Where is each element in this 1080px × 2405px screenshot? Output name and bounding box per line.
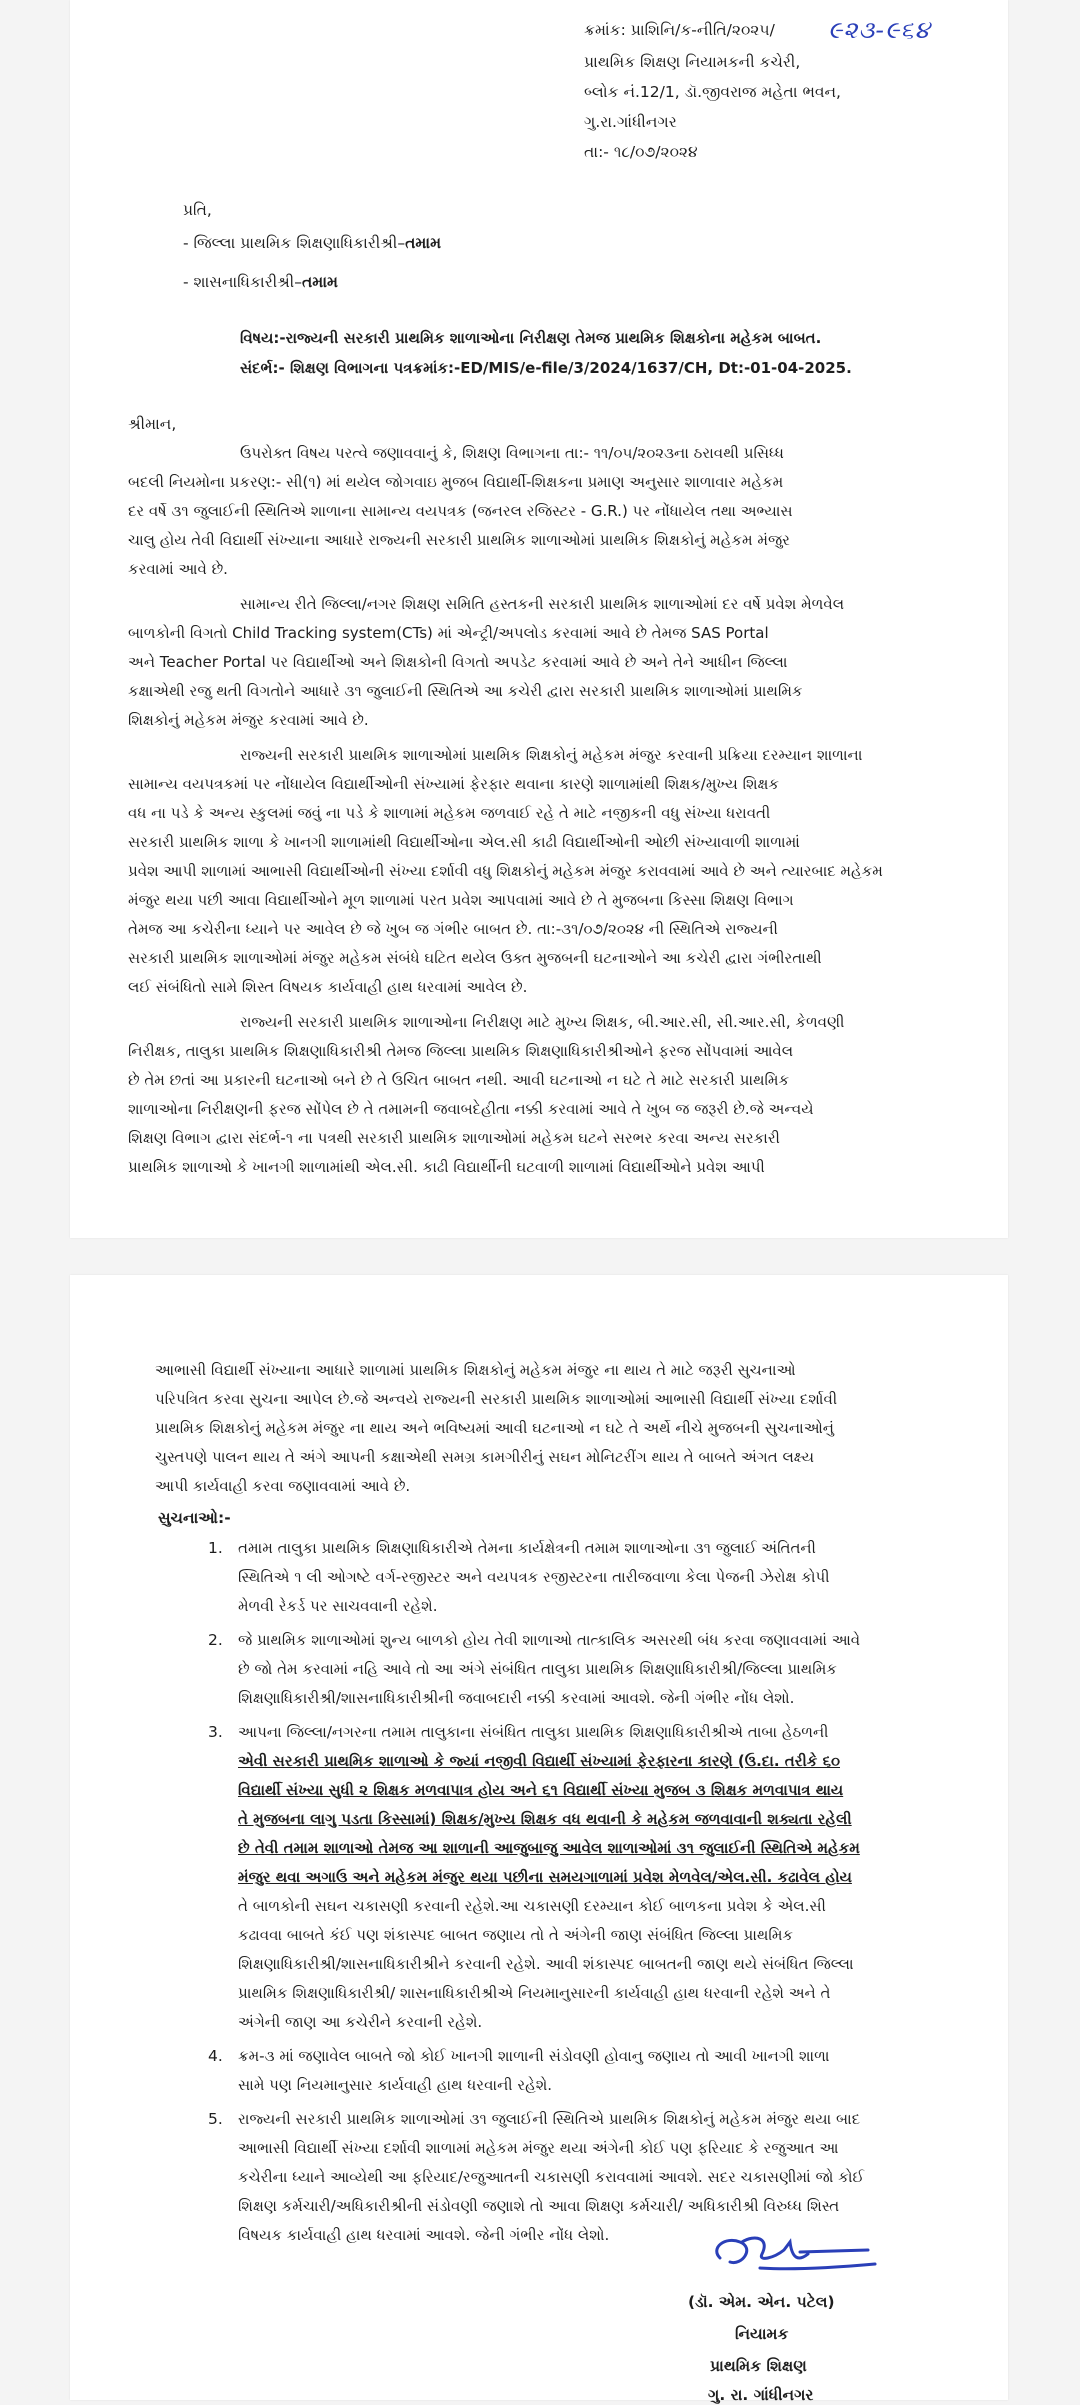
body-line: લઈ સંબંધિતો સામે શિસ્ત વિષયક કાર્યવાહી હાથ ધરવામાં આવેલ છે. — [128, 978, 528, 996]
body-line: રાજ્યની સરકારી પ્રાથમિક શાળાઓમાં પ્રાથમિક શિક્ષકોનું મહેકમ મંજુર કરવાની પ્રક્રિયા દરમ્યાન શાળાના — [240, 746, 863, 764]
item-line: જે પ્રાથમિક શાળાઓમાં શુન્ય બાળકો હોય તેવી શાળાઓ તાત્કાલિક અસરથી બંધ કરવા જણાવવામાં આવે — [238, 1631, 861, 1649]
item-line: તમામ તાલુકા પ્રાથમિક શિક્ષણાધિકારીએ તેમના કાર્યક્ષેત્રની તમામ શાળાઓના ૩૧ જુલાઈ અંતિતની — [238, 1539, 816, 1557]
body-line: કરવામાં આવે છે. — [128, 560, 228, 578]
body-line: સામાન્ય રીતે જિલ્લા/નગર શિક્ષણ સમિતિ હસ્તકની સરકારી પ્રાથમિક શાળાઓમાં દર વર્ષે પ્રવેશ મેળવેલ — [240, 595, 845, 613]
body-line: આભાસી વિદ્યાર્થી સંખ્યાના આધારે શાળામાં પ્રાથમિક શિક્ષકોનું મહેકમ મંજુર ના થાય તે માટે જરૂરી સુચનાઓ — [155, 1361, 796, 1379]
signatory-place: ગુ. રા. ગાંધીનગર — [708, 2386, 814, 2404]
signature-icon — [700, 2228, 885, 2288]
body-line: બદલી નિયમોના પ્રકરણ:- સી(૧) માં થયેલ જોગવાઇ મુજબ વિદ્યાર્થી-શિક્ષકના પ્રમાણ અનુસાર શાળાવાર મહેકમ — [128, 473, 784, 491]
body-line: કક્ષાએથી રજુ થતી વિગતોને આધારે ૩૧ જુલાઈની સ્થિતિએ આ કચેરી દ્વારા સરકારી પ્રાથમિક શાળાઓમાં પ્રાથમિક — [128, 682, 803, 700]
item-line: તે બાળકોની સઘન ચકાસણી કરવાની રહેશે.આ ચકાસણી દરમ્યાન કોઈ બાળકના પ્રવેશ કે એલ.સી — [238, 1897, 826, 1915]
body-line: દર વર્ષે ૩૧ જુલાઈની સ્થિતિએ શાળાના સામાન્ય વયપત્રક (જનરલ રજિસ્ટર - G.R.) પર નોંધાયેલ તથા અભ્યાસ — [128, 502, 793, 520]
salutation: શ્રીમાન, — [128, 415, 177, 433]
recipient-1 — [183, 233, 441, 253]
signatory-department: પ્રાથમિક શિક્ષણ — [710, 2357, 807, 2375]
body-line: શિક્ષકોનું મહેકમ મંજુર કરવામાં આવે છે. — [128, 711, 369, 729]
body-line: ચાલુ હોય તેવી વિદ્યાર્થી સંખ્યાના આધારે રાજ્યની સરકારી પ્રાથમિક શાળાઓમાં પ્રાથમિક શિક્ષકોનું મહેકમ મંજુર — [128, 531, 790, 549]
body-line: પ્રવેશ આપી શાળામાં આભાસી વિદ્યાર્થીઓની સંખ્યા દર્શાવી વધુ શિક્ષકોનું મહેકમ મંજુર કરાવવામાં આવે છે અને ત્યારબાદ મહેકમ — [128, 862, 883, 880]
item-line: સ્થિતિએ ૧ લી ઓગષ્ટે વર્ગ-રજીસ્ટર અને વયપત્રક રજીસ્ટરના તારીજવાળા કેલા પેજની ઝેરોક્ષ કોપી — [238, 1568, 830, 1586]
item-line: અંગેની જાણ આ કચેરીને કરવાની રહેશે. — [238, 2013, 483, 2031]
office-address: બ્લોક નં.12/1, ડૉ.જીવરાજ મહેતા ભવન, — [584, 83, 841, 101]
item-line: કઢાવવા બાબતે કંઈ પણ શંકાસ્પદ બાબત જણાય તો તે અંગેની જાણ સંબંધિત જિલ્લા પ્રાથમિક — [238, 1926, 793, 1944]
item-line: શિક્ષણાધિકારીશ્રી/શાસનાધિકારીશ્રીને કરવાની રહેશે. આવી શંકાસ્પદ બાબતની જાણ થયે સંબંધિત જિલ્લા — [238, 1955, 854, 1973]
body-line: મંજુર થયા પછી આવા વિદ્યાર્થીઓને મૂળ શાળામાં પરત પ્રવેશ આપવામાં આવે છે તે મુજબના કિસ્સા શિક્ષણ વિભાગ — [128, 891, 794, 909]
to-label: પ્રતિ, — [183, 201, 212, 219]
body-line: આપી કાર્યવાહી કરવા જણાવવામાં આવે છે. — [155, 1477, 411, 1495]
office-name: પ્રાથમિક શિક્ષણ નિયામકની કચેરી, — [584, 53, 801, 71]
item-line: વિષયક કાર્યવાહી હાથ ધરવામાં આવશે. જેની ગંભીર નોંધ લેશો. — [238, 2226, 610, 2244]
subject-line: વિષય:-રાજ્યની સરકારી પ્રાથમિક શાળાઓના નિરીક્ષણ તેમજ પ્રાથમિક શિક્ષકોના મહેકમ બાબત. — [240, 329, 822, 347]
body-line: પરિપત્રિત કરવા સુચના આપેલ છે.જે અન્વયે રાજ્યની સરકારી પ્રાથમિક શાળાઓમાં આભાસી વિદ્યાર્થી સંખ્યા દર્શાવી — [155, 1390, 838, 1408]
item-line: મેળવી રેકર્ડ પર સાચવવાની રહેશે. — [238, 1597, 438, 1615]
body-line: પ્રાથમિક શિક્ષકોનું મહેકમ મંજુર ના થાય અને ભવિષ્યમાં આવી ઘટનાઓ ન ઘટે તે અર્થે નીચે મુજબની સુચનાઓનું — [155, 1419, 834, 1437]
body-line: પ્રાથમિક શાળાઓ કે ખાનગી શાળામાંથી એલ.સી. કાઢી વિદ્યાર્થીની ઘટવાળી શાળામાં વિદ્યાર્થીઓને પ્રવેશ આપી — [128, 1158, 765, 1176]
body-line: અને Teacher Portal પર વિદ્યાર્થીઓ અને શિક્ષકોની વિગતો અપડેટ કરવામાં આવે છે અને તેને આધીન જિલ્લા — [128, 653, 788, 671]
recipient-2-text: - શાસનાધિકારીશ્રી– — [183, 273, 302, 291]
body-line: સરકારી પ્રાથમિક શાળાઓમાં મંજુર મહેકમ સંબંધે ઘટિત થયેલ ઉક્ત મુજબની ઘટનાઓને આ કચેરી દ્વારા ગંભીરતાથી — [128, 949, 822, 967]
body-line: શિક્ષણ વિભાગ દ્વારા સંદર્ભ-૧ ના પત્રથી સરકારી પ્રાથમિક શાળાઓમાં મહેકમ ઘટને સરભર કરવા અન્ય સરકારી — [128, 1129, 780, 1147]
instructions-heading: સુચનાઓ:- — [158, 1509, 231, 1527]
item-line: છે જો તેમ કરવામાં નહિ આવે તો આ અંગે સંબંધિત તાલુકા પ્રાથમિક શિક્ષણાધિકારીશ્રી/જિલ્લા પ્રાથમિક — [238, 1660, 837, 1678]
body-line: બાળકોની વિગતો Child Tracking system(CTs) માં એન્ટ્રી/અપલોડ કરવામાં આવે છે તેમજ SAS Portal — [128, 624, 769, 642]
item-line: પ્રાથમિક શિક્ષણાધિકારીશ્રી/ શાસનાધિકારીશ્રીએ નિયમાનુસારની કાર્યવાહી હાથ ધરવાની રહેશે અને તે — [238, 1984, 831, 2002]
item-line: આપના જિલ્લા/નગરના તમામ તાલુકાના સંબંધિત તાલુકા પ્રાથમિક શિક્ષણાધિકારીશ્રીએ તાબા હેઠળની — [238, 1723, 829, 1741]
item-line-bold: છે તેવી તમામ શાળાઓ તેમજ આ શાળાની આજુબાજુ આવેલ શાળાઓમાં ૩૧ જુલાઈની સ્થિતિએ મહેકમ — [238, 1839, 860, 1857]
item-number: 5. — [208, 2110, 223, 2128]
item-number: 2. — [208, 1631, 223, 1649]
office-city: ગુ.રા.ગાંધીનગર — [584, 113, 677, 131]
item-line-bold: વિદ્યાર્થી સંખ્યા સુધી ૨ શિક્ષક મળવાપાત્ર હોય અને ૬૧ વિદ્યાર્થી સંખ્યા મુજબ ૩ શિક્ષક મળવાપાત્ર થાય — [238, 1781, 844, 1799]
signatory-designation: નિયામક — [735, 2325, 789, 2343]
item-line: આભાસી વિદ્યાર્થી સંખ્યા દર્શાવી શાળામાં મહેકમ મંજુર થયા અંગેની કોઈ પણ ફરિયાદ કે રજુઆત આ — [238, 2139, 839, 2157]
recipient-2-bold: તમામ — [301, 273, 338, 291]
body-line: રાજ્યની સરકારી પ્રાથમિક શાળાઓના નિરીક્ષણ માટે મુખ્ય શિક્ષક, બી.આર.સી, સી.આર.સી, કેળવણી — [240, 1013, 845, 1031]
body-line: વધ ના પડે કે અન્ય સ્કુલમાં જવું ના પડે કે શાળામાં મહેકમ જળવાઈ રહે તે માટે નજીકની વધુ સંખ્યા ધરાવતી — [128, 804, 771, 822]
item-line-bold: મંજુર થવા અગાઉ અને મહેકમ મંજુર થયા પછીના સમયગાળામાં પ્રવેશ મેળવેલ/એલ.સી. કઢાવેલ હોય — [238, 1868, 852, 1886]
body-line: નિરીક્ષક, તાલુકા પ્રાથમિક શિક્ષણાધિકારીશ્રી તેમજ જિલ્લા પ્રાથમિક શિક્ષણાધિકારીશ્રીઓને ફરજ સોંપવામાં આવેલ — [128, 1042, 794, 1060]
body-line: શાળાઓના નિરીક્ષણની ફરજ સોંપેલ છે તે તમામની જવાબદેહીતા નક્કી કરવામાં આવે તે ખુબ જ જરૂરી છે.જે અન્વયે — [128, 1100, 814, 1118]
item-line-bold: એવી સરકારી પ્રાથમિક શાળાઓ કે જ્યાં નજીવી વિદ્યાર્થી સંખ્યામાં ફેરફારના કારણે (ઉ.દા. તરીકે ૬૦ — [238, 1752, 840, 1770]
item-line: કચેરીના ધ્યાને આવ્યેથી આ ફરિયાદ/રજુઆતની ચકાસણી કરાવવામાં આવશે. સદર ચકાસણીમાં જો કોઈ — [238, 2168, 865, 2186]
body-line: છે તેમ છતાં આ પ્રકારની ઘટનાઓ બને છે તે ઉચિત બાબત નથી. આવી ઘટનાઓ ન ઘટે તે માટે સરકારી પ્રાથમિક — [128, 1071, 790, 1089]
reference-line: સંદર્ભ:- શિક્ષણ વિભાગના પત્રક્રમાંક:-ED/MIS/e-file/3/2024/1637/CH, Dt:-01-04-2025. — [240, 359, 852, 377]
body-line: સામાન્ય વયપત્રકમાં પર નોંધાયેલ વિદ્યાર્થીઓની સંખ્યામાં ફેરફાર થવાના કારણે શાળામાંથી શિક્ષક/મુખ્ય શિક્ષક — [128, 775, 780, 793]
item-line: ક્રમ-૩ માં જણાવેલ બાબતે જો કોઈ ખાનગી શાળાની સંડોવણી હોવાનુ જણાય તો આવી ખાનગી શાળા — [238, 2047, 830, 2065]
item-line: સામે પણ નિયમાનુસાર કાર્યવાહી હાથ ધરવાની રહેશે. — [238, 2076, 553, 2094]
recipient-1-bold: તમામ — [405, 234, 442, 252]
item-number: 1. — [208, 1539, 223, 1557]
item-line-bold: તે મુજબના લાગુ પડતા કિસ્સામાં) શિક્ષક/મુખ્ય શિક્ષક વધ થવાની કે મહેકમ જળવાવાની શક્યતા રહેલી — [238, 1810, 852, 1828]
handwritten-reference: ૯૨૩-૯૬૪ — [828, 16, 931, 44]
recipient-2 — [183, 272, 338, 292]
item-line: શિક્ષણાધિકારીશ્રી/શાસનાધિકારીશ્રીની જવાબદારી નક્કી કરવામાં આવશે. જેની ગંભીર નોંધ લેશો. — [238, 1689, 795, 1707]
item-line: રાજ્યની સરકારી પ્રાથમિક શાળાઓમાં ૩૧ જુલાઈની સ્થિતિએ પ્રાથમિક શિક્ષકોનું મહેકમ મંજુર થયા બાદ — [238, 2110, 861, 2128]
item-line: શિક્ષણ કર્મચારી/અધિકારીશ્રીની સંડોવણી જણાશે તો આવા શિક્ષણ કર્મચારી/ અધિકારીશ્રી વિરુધ્ધ શિસ્ત — [238, 2197, 840, 2215]
item-number: 3. — [208, 1723, 223, 1741]
body-line: ચુસ્તપણે પાલન થાય તે અંગે આપની કક્ષાએથી સમગ્ર કામગીરીનું સઘન મોનિટરીંગ થાય તે બાબતે અંગત લક્ષ્ય — [155, 1448, 815, 1466]
item-number: 4. — [208, 2047, 223, 2065]
body-line: ઉપરોક્ત વિષય પરત્વે જણાવવાનું કે, શિક્ષણ વિભાગના તા:- ૧૧/૦૫/૨૦૨૩ના ઠરાવથી પ્રસિધ્ધ — [240, 444, 784, 462]
reference-number: ક્રમાંક: પ્રાશિનિ/ક-નીતિ/૨૦૨૫/ — [584, 21, 775, 39]
recipient-1-text: - જિલ્લા પ્રાથમિક શિક્ષણાધિકારીશ્રી– — [183, 234, 406, 252]
body-line: સરકારી પ્રાથમિક શાળા કે ખાનગી શાળામાંથી વિદ્યાર્થીઓના એલ.સી કાઢી વિદ્યાર્થીઓની ઓછી સંખ્યાવાળી શાળામાં — [128, 833, 800, 851]
signatory-name: (ડૉ. એમ. એન. પટેલ) — [688, 2293, 835, 2311]
letter-date: તા:- ૧૮/૦૭/૨૦૨૪ — [584, 143, 698, 161]
body-line: તેમજ આ કચેરીના ધ્યાને પર આવેલ છે જે ખુબ જ ગંભીર બાબત છે. તા:-૩૧/૦૭/૨૦૨૪ ની સ્થિતિએ રાજ્યની — [128, 920, 778, 938]
